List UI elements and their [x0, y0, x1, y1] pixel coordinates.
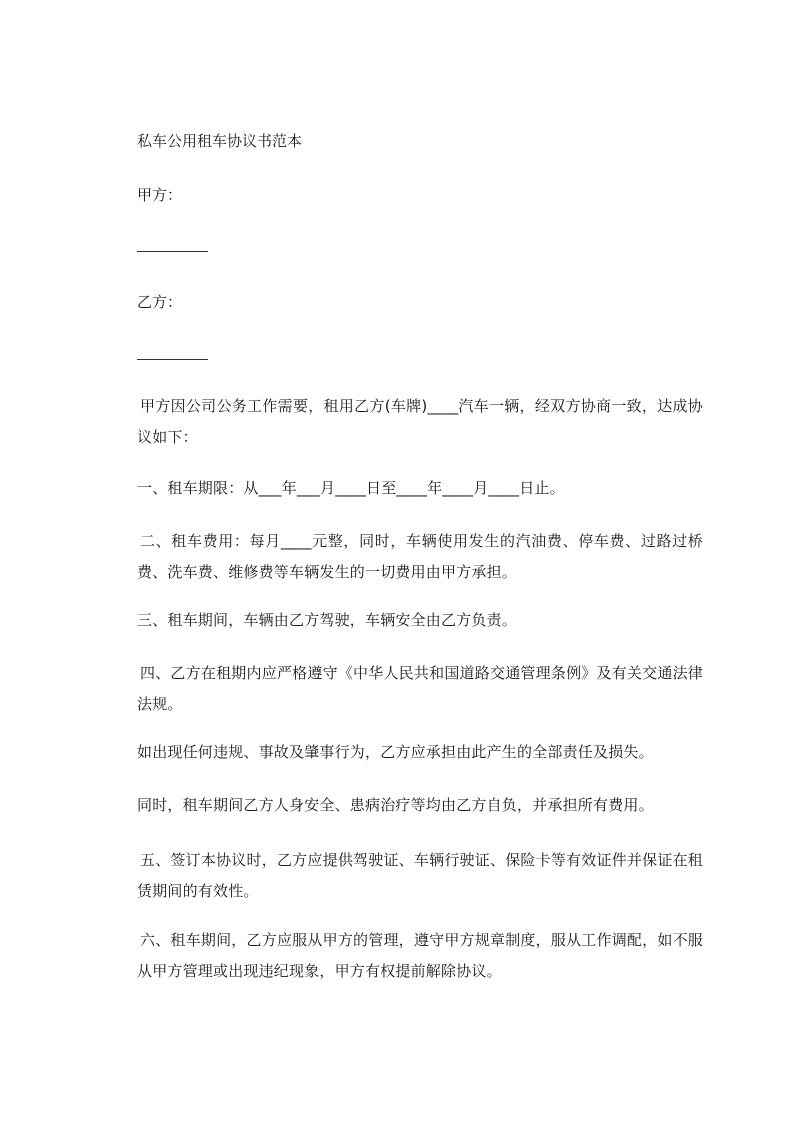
clause-3: 三、租车期间，车辆由乙方驾驶，车辆安全由乙方负责。 — [137, 611, 518, 629]
party-a-label: 甲方： — [137, 186, 183, 204]
clause-5: 五、签订本协议时，乙方应提供驾驶证、车辆行驶证、保险卡等有效证件并保证在租赁期间的有效性。 — [137, 851, 703, 900]
clause-4-note-1: 如出现任何违规、事故及肇事行为，乙方应承担由此产生的全部责任及损失。 — [137, 743, 654, 761]
document-title: 私车公用租车协议书范本 — [137, 132, 303, 150]
intro-paragraph: 甲方因公司公务工作需要，租用乙方(车牌)____汽车一辆，经双方协商一致，达成协议如下： — [137, 397, 703, 446]
clause-1: 一、租车期限：从___年___月____日至____年____月____日止。 — [137, 479, 565, 497]
clause-4-note-2: 同时，租车期间乙方人身安全、患病治疗等均由乙方自负，并承担所有费用。 — [137, 796, 654, 814]
party-a-blank-line — [137, 251, 208, 252]
party-b-blank-line — [137, 359, 208, 360]
clause-6: 六、租车期间，乙方应服从甲方的管理，遵守甲方规章制度，服从工作调配，如不服从甲方管理或出现违纪现象，甲方有权提前解除协议。 — [137, 931, 703, 980]
party-b-label: 乙方： — [137, 293, 183, 311]
clause-2: 二、租车费用：每月____元整，同时，车辆使用发生的汽油费、停车费、过路过桥费、洗车费、维修费等车辆发生的一切费用由甲方承担。 — [137, 532, 703, 581]
clause-4: 四、乙方在租期内应严格遵守《中华人民共和国道路交通管理条例》及有关交通法律法规。 — [137, 664, 703, 713]
